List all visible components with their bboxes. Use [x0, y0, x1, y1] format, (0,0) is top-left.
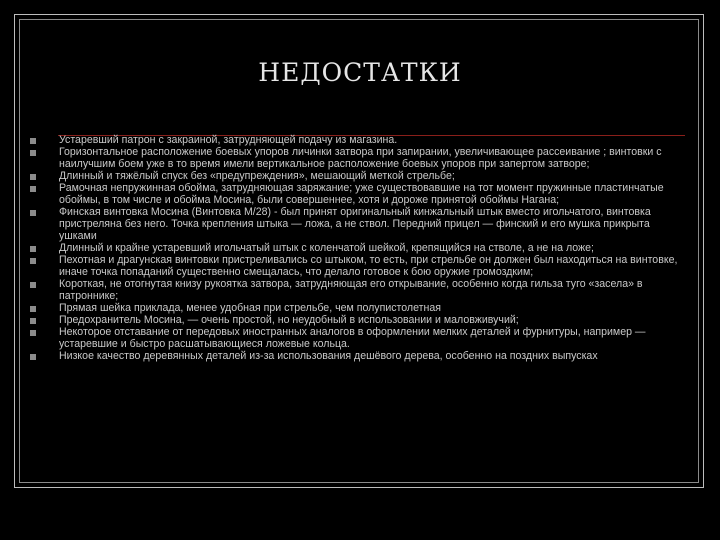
- list-item-text: Пехотная и драгунская винтовки пристреливались со штыком, то есть, при стрельбе он должен был находиться на винтовке, иначе точка попаданий существенно смещалась, что делало готовое к бою оружие громоздким;: [59, 254, 678, 278]
- list-item: [30, 207, 690, 242]
- square-bullet-icon: [30, 174, 36, 180]
- square-bullet-icon: [30, 330, 36, 336]
- square-bullet-icon: [30, 354, 36, 360]
- list-item: [30, 183, 690, 207]
- list-item: [30, 135, 690, 147]
- list-item: [30, 303, 690, 315]
- list-item-text: Длинный и крайне устаревший игольчатый штык с коленчатой шейкой, крепящийся на стволе, а не на ложе;: [59, 241, 594, 254]
- slide-title: НЕДОСТАТКИ: [258, 58, 462, 87]
- square-bullet-icon: [30, 282, 36, 288]
- list-item: [30, 255, 690, 279]
- square-bullet-icon: [30, 186, 36, 192]
- list-item-text: Короткая, не отогнутая книзу рукоятка затвора, затрудняющая его открывание, особенно когда гильза туго «засела» в патроннике;: [59, 277, 643, 302]
- square-bullet-icon: [30, 150, 36, 156]
- list-item: [30, 147, 690, 171]
- list-item: [30, 279, 690, 303]
- list-item: [30, 315, 690, 327]
- list-item-text: Устаревший патрон с закраиной, затрудняющей подачу из магазина.: [59, 134, 398, 146]
- square-bullet-icon: [30, 210, 36, 216]
- square-bullet-icon: [30, 306, 36, 312]
- list-item: [30, 351, 690, 363]
- list-item-text: Финская винтовка Мосина (Винтовка М/28) - был принят оригинальный кинжальный штык вместо игольчатого, винтовка пристреляна без него. Точка крепления штыка — ложа, а не ствол. Передний прицел — финский и его мушка прикрыта ушками: [59, 206, 651, 242]
- list-item-text: Предохранитель Мосина, — очень простой, но неудобный в использовании и маловживучий;: [59, 314, 519, 327]
- square-bullet-icon: [30, 318, 36, 324]
- square-bullet-icon: [30, 246, 36, 252]
- list-item: [30, 171, 690, 183]
- list-item: [30, 243, 690, 255]
- list-item-text: Низкое качество деревянных деталей из-за использования дешёвого дерева, особенно на поздних выпусках: [59, 350, 598, 363]
- list-item-text: Рамочная непружинная обойма, затрудняющая заряжание; уже существовавшие на тот момент пружинные пластинчатые обоймы, в том числе и обойма Мосина, были совершеннее, хотя и дороже принятой обоймы Нагана;: [59, 182, 664, 207]
- list-item-text: Горизонтальное расположение боевых упоров личинки затвора при запирании, увеличивающее рассеивание ; винтовки с наилучшим боем уже в то время имели вертикальное расположение боевых упоров при запертом затворе;: [59, 146, 662, 170]
- list-item-text: Длинный и тяжёлый спуск без «предупреждения», мешающий меткой стрельбе;: [59, 170, 455, 183]
- list-item-text: Некоторое отставание от передовых иностранных аналогов в оформлении мелких деталей и фурнитуры, например — устаревшие и быстро расшатывающиеся ложевые кольца.: [59, 326, 646, 350]
- square-bullet-icon: [30, 258, 36, 264]
- square-bullet-icon: [30, 138, 36, 144]
- drawbacks-list: [30, 135, 690, 363]
- list-item: [30, 327, 690, 351]
- list-item-text: Прямая шейка приклада, менее удобная при стрельбе, чем полупистолетная: [59, 301, 441, 314]
